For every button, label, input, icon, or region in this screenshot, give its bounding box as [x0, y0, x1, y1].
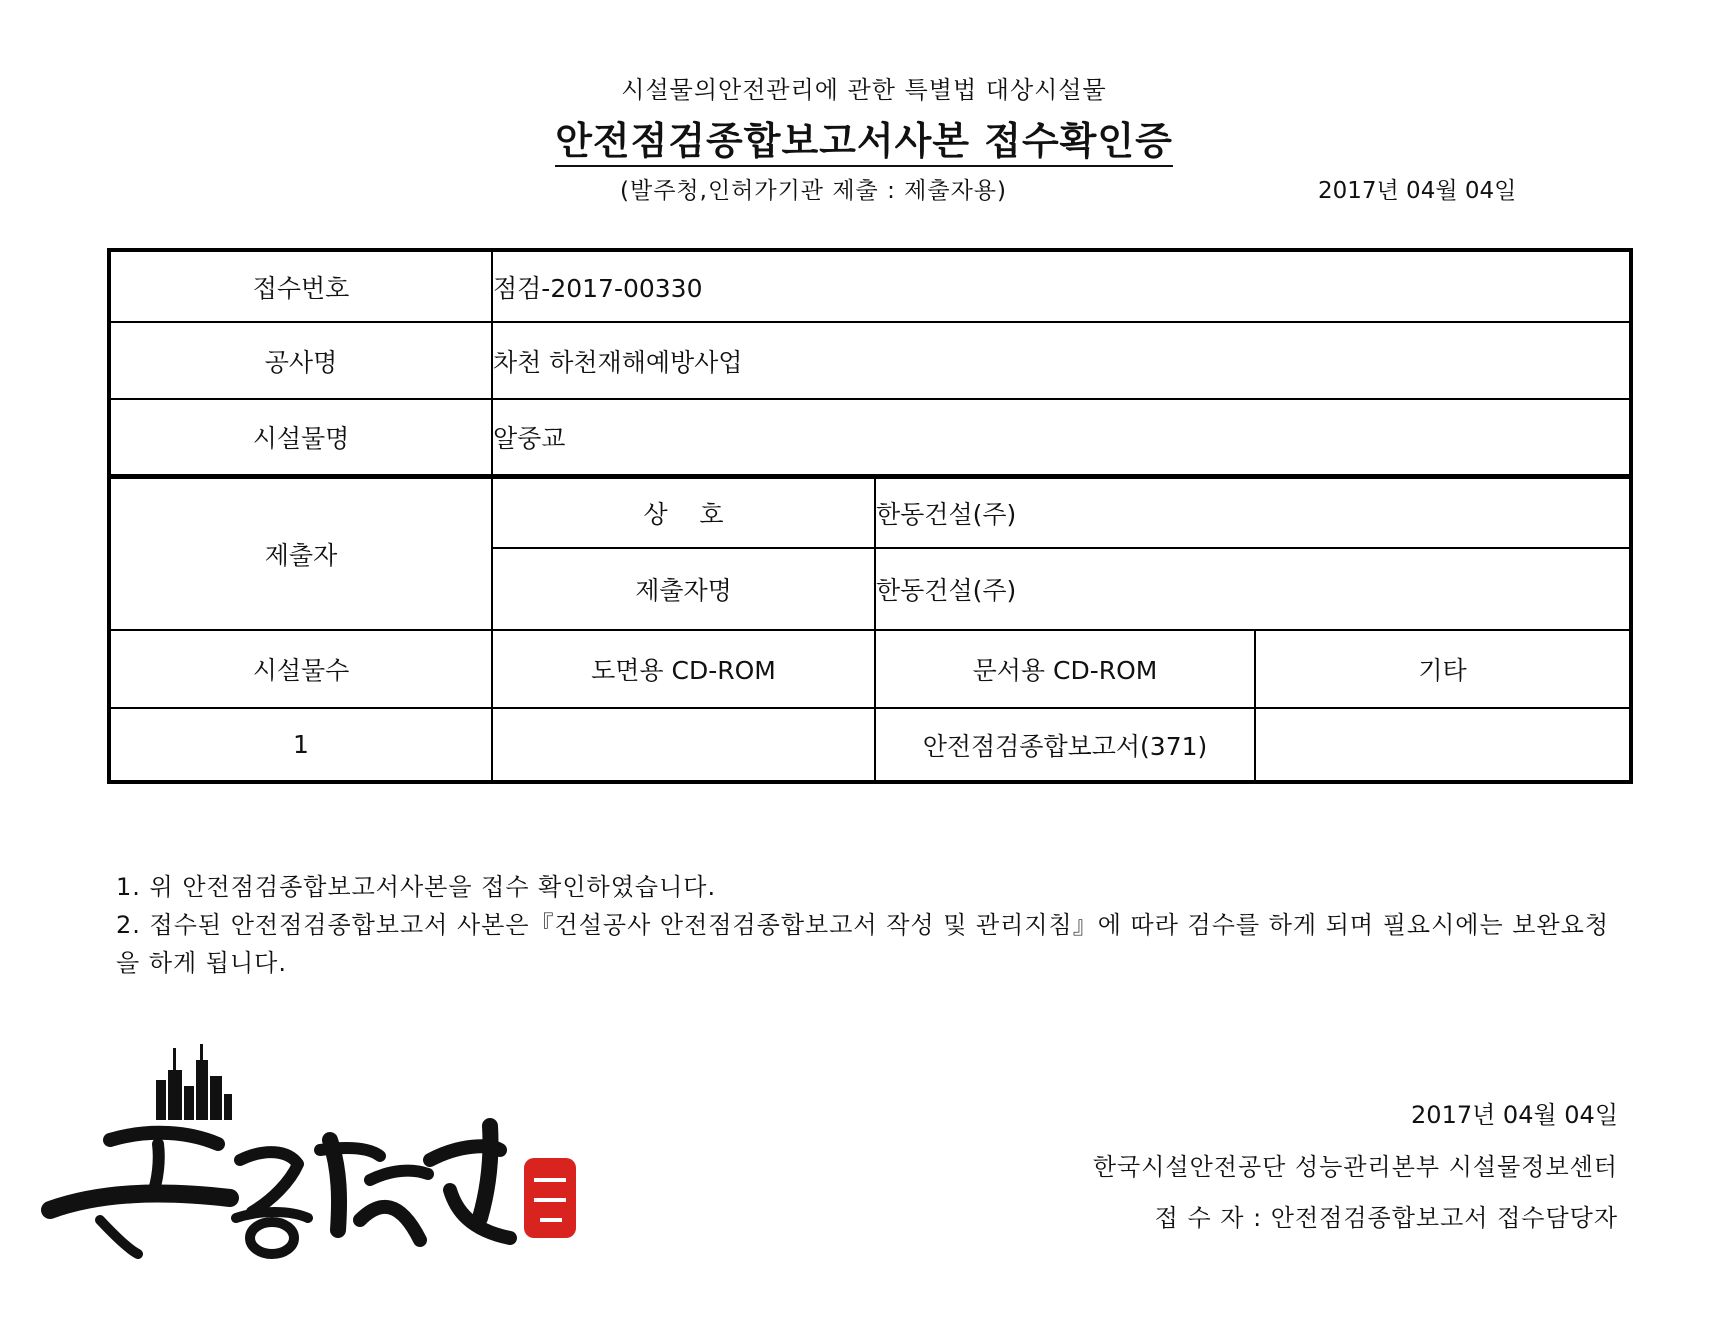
other-value	[1255, 708, 1631, 782]
document-title-text: 안전점검종합보고서사본 접수확인증	[555, 119, 1173, 167]
other-label: 기타	[1255, 630, 1631, 708]
table-row	[109, 476, 1631, 548]
company-value: 한동건설(주)	[875, 476, 1631, 548]
footer-date: 2017년 04월 04일	[1411, 1101, 1618, 1129]
document-cd-value: 안전점검종합보고서(371)	[875, 708, 1255, 782]
facility-label: 시설물명	[109, 399, 492, 476]
facility-count-label: 시설물수	[109, 630, 492, 708]
note-line-1: 1. 위 안전점검종합보고서사본을 접수 확인하였습니다.	[116, 873, 717, 901]
table-row	[109, 250, 1631, 322]
footer-organization: 한국시설안전공단 성능관리본부 시설물정보센터	[1092, 1153, 1618, 1181]
facility-count-value: 1	[109, 708, 492, 782]
company-label: 상 호	[492, 476, 875, 548]
document-title	[0, 110, 1728, 165]
receipt-table	[107, 248, 1633, 784]
table-row	[109, 399, 1631, 476]
submission-purpose: (발주청,인허가기관 제출 : 제출자용)	[620, 178, 1007, 204]
document-subtitle: 시설물의안전관리에 관한 특별법 대상시설물	[621, 76, 1107, 104]
drawing-cd-label: 도면용 CD-ROM	[492, 630, 875, 708]
receipt-no-label: 접수번호	[109, 250, 492, 322]
notes	[116, 868, 1616, 982]
receipt-no-value: 점검-2017-00330	[492, 250, 1631, 322]
document-cd-label: 문서용 CD-ROM	[875, 630, 1255, 708]
project-label: 공사명	[109, 322, 492, 399]
submitter-label: 제출자	[109, 476, 492, 630]
project-value: 차천 하천재해예방사업	[492, 322, 1631, 399]
facility-value: 알중교	[492, 399, 1631, 476]
table-row	[109, 630, 1631, 708]
drawing-cd-value	[492, 708, 875, 782]
issue-date: 2017년 04월 04일	[1318, 178, 1517, 204]
footer-receiver: 접 수 자 : 안전점검종합보고서 접수담당자	[1154, 1204, 1618, 1232]
table-row	[109, 322, 1631, 399]
submitter-name-label: 제출자명	[492, 548, 875, 630]
note-line-2: 2. 접수된 안전점검종합보고서 사본은『건설공사 안전점검종합보고서 작성 및 관리지침』에 따라 검수를 하게 되며 필요시에는 보완요청을 하게 됩니다.	[116, 911, 1610, 977]
submitter-name-value: 한동건설(주)	[875, 548, 1631, 630]
table-row	[109, 708, 1631, 782]
